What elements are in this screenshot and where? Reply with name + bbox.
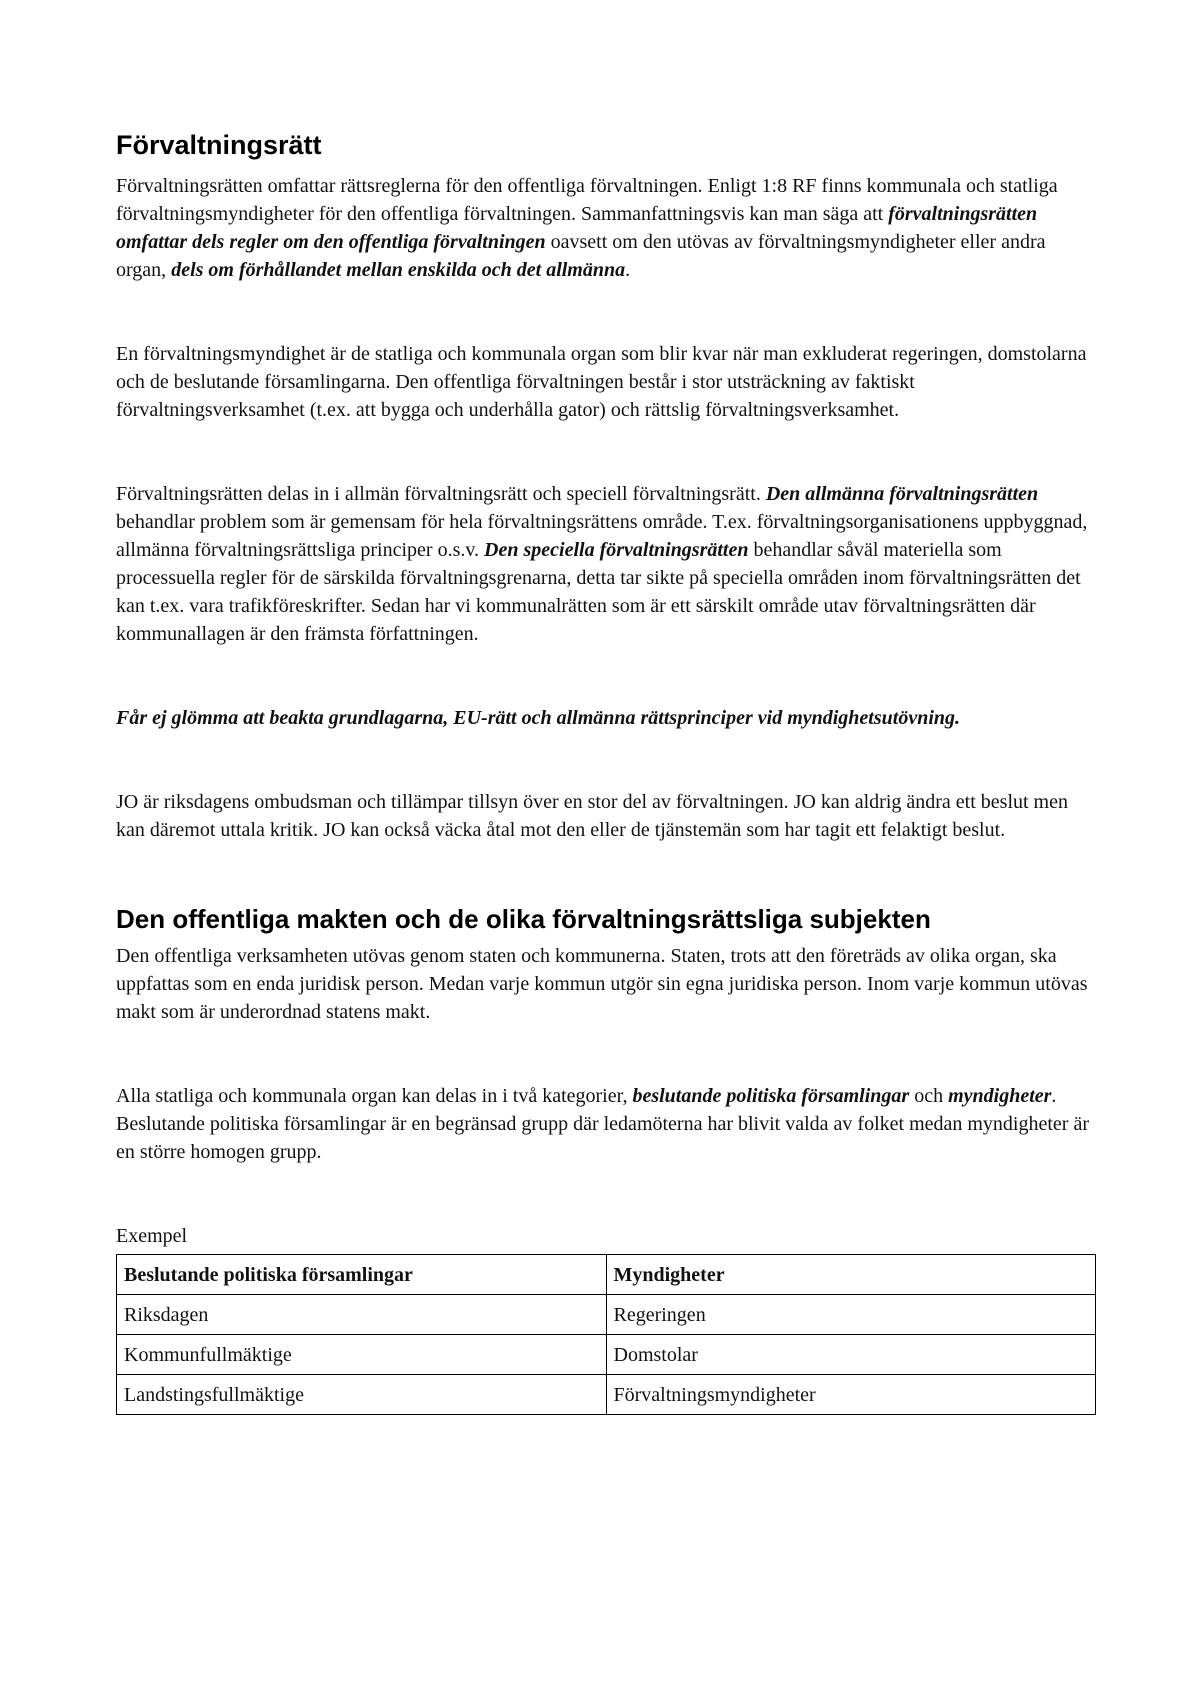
paragraph-forvaltningsmyndighet: En förvaltningsmyndighet är de statliga och kommunala organ som blir kvar när man exkluderat regeringen, domstolarna och de beslutande församlingarna. Den offentliga förvaltningen består i stor utsträckning av faktiskt förvaltningsverksamhet (t.ex. att bygga och underhålla gator) och rättslig förvaltningsverksamhet. (116, 343, 1087, 421)
paragraph-kategorier-emphasis-1: beslutande politiska församlingar (632, 1085, 910, 1107)
table-header-cell: Myndigheter (606, 1255, 1096, 1295)
paragraph-intro (116, 172, 1096, 284)
paragraph-intro-emphasis-2: dels om förhållandet mellan enskilda och det allmänna (171, 259, 626, 281)
heading-offentliga-makten: Den offentliga makten och de olika förvaltningsrättsliga subjekten (116, 904, 931, 934)
paragraph-allman-speciell-text-3: behandlar såväl materiella som processuella regler för de särskilda förvaltningsgrenarna, detta tar sikte på speciella områden inom förvaltningsrätten det kan t.ex. vara trafikföreskrifter. Sedan har vi kommunalrätten som är ett särskilt område utav förvaltningsrätten där kommunallagen är den främsta författningen. (116, 539, 1081, 645)
paragraph-allman-speciell-text-1: Förvaltningsrätten delas in i allmän förvaltningsrätt och speciell förvaltningsrätt. (116, 483, 766, 505)
paragraph-kategorier-text-3: . Beslutande politiska församlingar är en begränsad grupp där ledamöterna har blivit valda av folket medan myndigheter är en större homogen grupp. (116, 1085, 1089, 1163)
table-cell: Kommunfullmäktige (117, 1335, 607, 1375)
paragraph-intro-text-3: . (625, 259, 631, 281)
table-cell: Domstolar (606, 1335, 1096, 1375)
paragraph-reminder-emphasis: Får ej glömma att beakta grundlagarna, EU-rätt och allmänna rättsprinciper vid myndighetsutövning. (116, 707, 961, 729)
table-cell: Landstingsfullmäktige (117, 1375, 607, 1415)
paragraph-kategorier (116, 1082, 1096, 1166)
table-header-row (117, 1255, 1096, 1295)
paragraph-intro-text-2: oavsett om den utövas av förvaltningsmyndigheter eller andra organ, (116, 231, 1046, 281)
paragraph-allman-speciell-text-2: behandlar problem som är gemensam för hela förvaltningsrättens område. T.ex. förvaltningsorganisationens uppbyggnad, allmänna förvaltningsrättsliga principer o.s.v. (116, 511, 1088, 561)
table-cell: Förvaltningsmyndigheter (606, 1375, 1096, 1415)
paragraph-allman-speciell-emphasis-2: Den speciella förvaltningsrätten (484, 539, 749, 561)
table-header-cell: Beslutande politiska församlingar (117, 1255, 607, 1295)
heading-forvaltningsratt: Förvaltningsrätt (116, 130, 322, 160)
paragraph-kategorier-text-1: Alla statliga och kommunala organ kan delas in i två kategorier, (116, 1085, 633, 1107)
table-cell: Riksdagen (117, 1295, 607, 1335)
paragraph-reminder (116, 704, 1096, 732)
paragraph-jo: JO är riksdagens ombudsman och tillämpar tillsyn över en stor del av förvaltningen. JO kan aldrig ändra ett beslut men kan däremot uttala kritik. JO kan också väcka åtal mot den eller de tjänstemän som har tagit ett felaktigt beslut. (116, 791, 1068, 841)
exempel-label: Exempel (116, 1225, 188, 1247)
document-page (116, 128, 1096, 1415)
table-row (117, 1335, 1096, 1375)
paragraph-kategorier-emphasis-2: myndigheter (948, 1085, 1052, 1107)
table-cell: Regeringen (606, 1295, 1096, 1335)
table-row (117, 1295, 1096, 1335)
paragraph-intro-text-1: Förvaltningsrätten omfattar rättsreglerna för den offentliga förvaltningen. Enligt 1:8 RF finns kommunala och statliga förvaltningsmyndigheter för den offentliga förvaltningen. Sammanfattningsvis kan man säga att (116, 175, 1058, 225)
paragraph-allman-speciell (116, 480, 1096, 648)
paragraph-offentlig-verksamhet: Den offentliga verksamheten utövas genom staten och kommunerna. Staten, trots att den företräds av olika organ, ska uppfattas som en enda juridisk person. Medan varje kommun utgör sin egna juridiska person. Inom varje kommun utövas makt som är underordnad statens makt. (116, 945, 1088, 1023)
paragraph-allman-speciell-emphasis-1: Den allmänna förvaltningsrätten (765, 483, 1039, 505)
paragraph-kategorier-text-2: och (909, 1085, 949, 1107)
table-row (117, 1375, 1096, 1415)
paragraph-intro-emphasis-1: förvaltningsrätten omfattar dels regler om den offentliga förvaltningen (116, 203, 1038, 253)
example-table (116, 1254, 1096, 1415)
